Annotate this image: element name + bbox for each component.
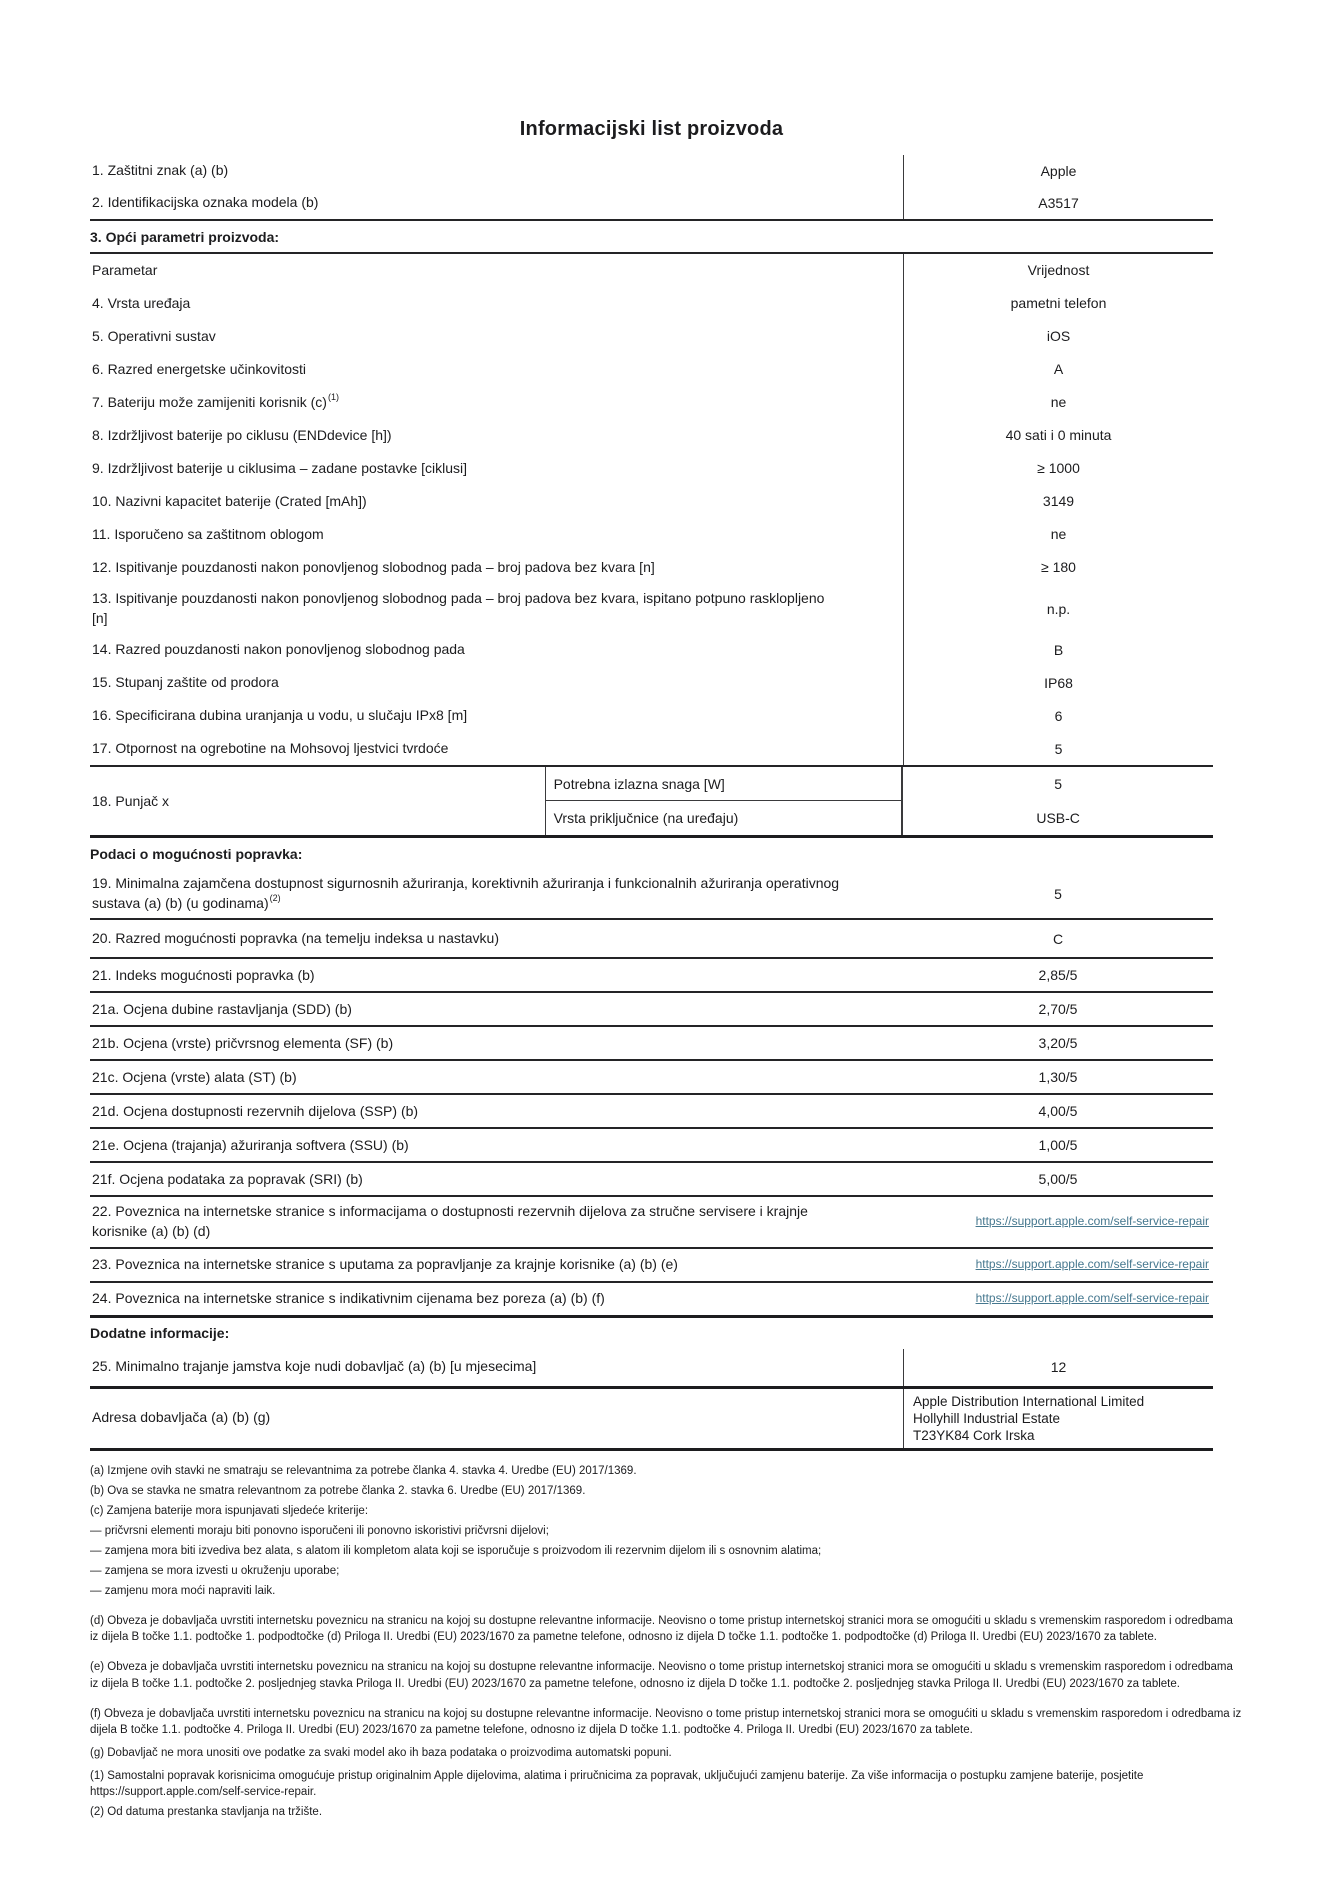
- footnote: (b) Ova se stavka ne smatra relevantnom za potrebe članka 2. stavka 6. Uredbe (EU) 2017/1369.: [90, 1484, 586, 1497]
- page-title: Informacijski list proizvoda: [519, 118, 784, 140]
- charger-row: [90, 767, 1213, 835]
- charger-values: 5 USB-C: [902, 767, 1213, 835]
- footnote: — pričvrsni elementi moraju biti ponovno isporučeni ili ponovno iskoristivi pričvrsni dijelovi;: [90, 1524, 549, 1537]
- param-row-battery-replaceable: 7. Bateriju može zamijeniti korisnik $(c)^{(1)}$ ne: [90, 386, 1213, 419]
- footnote: (g) Dobavljač ne mora unositi ove podatke za svaki model ako ih baza podataka o proizvodima automatski popuni.: [90, 1746, 672, 1759]
- param-row-drop-test: 12. Ispitivanje pouzdanosti nakon ponovljenog slobodnog pada – broj padova bez kvara [n] ≥ 180: [90, 551, 1213, 584]
- link-row-repair-instructions: 23. Poveznica na internetske stranice s uputama za popravljanje za krajnje korisnike (a) (b) (e) https://support.apple.com/self-service-repair: [92, 1255, 1209, 1272]
- param-row-immersion-depth: 16. Specificirana dubina uranjanja u vodu, u slučaju IPx8 [m] 6: [90, 699, 1213, 732]
- row-label: 18. Punjač x: [92, 793, 170, 810]
- footnote: (c) Zamjena baterije mora ispunjavati sljedeće kriterije:: [90, 1504, 369, 1517]
- link-row-spare-parts: 22. Poveznica na internetske stranice s informacijama o dostupnosti rezervnih dijelova za stručne servisere i krajnje korisnike (a) (b) (d) https://support.apple.com/self-service-repair: [92, 1203, 1209, 1239]
- param-row-battery-cycles: 9. Izdržljivost baterije u ciklusima – zadane postavke [ciklusi] ≥ 1000: [90, 452, 1213, 485]
- footnote: — zamjena se mora izvesti u okruženju uporabe;: [90, 1565, 340, 1578]
- repair-row-sri: 21f. Ocjena podataka za popravak (SRI) (b) 5,00/5: [92, 1170, 1078, 1188]
- param-row-ingress-protection: 15. Stupanj zaštite od prodora IP68: [90, 666, 1213, 699]
- param-row-battery-capacity: 10. Nazivni kapacitet baterije (Crated [mAh]) 3149: [90, 485, 1213, 518]
- repair-row-sf: 21b. Ocjena (vrste) pričvrsnog elementa (SF) (b) 3,20/5: [92, 1034, 1078, 1052]
- row-model-id: [90, 187, 1213, 219]
- footnote: (1) Samostalni popravak korisnicima omogućuje pristup originalnim Apple dijelovima, alatima i priručnicima za popravak, uključujući zamjenu baterije. Za više informacija o postupku zamjene baterije, posjetite https://support.apple.com/self-service-repair.: [90, 1769, 1144, 1798]
- row-trademark: [90, 155, 1213, 187]
- param-row-protective-cover: 11. Isporučeno sa zaštitnom oblogom ne: [90, 518, 1213, 551]
- repair-row-st: 21c. Ocjena (vrste) alata (ST) (b) 1,30/5: [92, 1068, 1078, 1086]
- link-row-prices: 24. Poveznica na internetske stranice s indikativnim cijenama bez poreza (a) (b) (f) https://support.apple.com/self-service-repair: [92, 1289, 1209, 1306]
- footnote: (f) Obveza je dobavljača uvrstiti internetsku poveznicu na stranicu na kojoj su dostupne relevantne informacije. Neovisno o tome pristup internetskoj stranici mora se omogućiti u skladu s vremenskim rasporedom i odredbama iz dijela B točke 1.1. podtočke 4. Priloga II. Uredbi (EU) 2023/1670 za pametne telefone, odnosno iz dijela D točke 1.1. podtočke 4. Priloga II. Uredbi (EU) 2023/1670 za tablete.: [90, 1707, 1242, 1736]
- row-label: 1. Zaštitni znak (a) (b): [92, 162, 229, 179]
- support-link[interactable]: https://support.apple.com/self-service-repair: [975, 1256, 1209, 1271]
- section-heading-general: 3. Opći parametri proizvoda:: [90, 228, 280, 245]
- repair-row-index: 21. Indeks mogućnosti popravka (b) 2,85/5: [92, 966, 1078, 984]
- footnote: — zamjenu mora moći napraviti laik.: [90, 1585, 276, 1598]
- param-row-scratch-resistance: 17. Otpornost na ogrebotine na Mohsovoj ljestvici tvrdoće 5: [90, 732, 1213, 765]
- warranty-row: 25. Minimalno trajanje jamstva koje nudi dobavljač (a) (b) [u mjesecima] 12: [90, 1349, 1213, 1386]
- row-value: Apple: [903, 155, 1213, 187]
- footnote: — zamjena mora biti izvediva bez alata, s alatom ili kompletom alata koji se isporučuje s proizvodom ili rezervnim dijelom ili s osnovnim alatima;: [90, 1544, 822, 1557]
- footnote: (a) Izmjene ovih stavki ne smatraju se relevantnima za potrebe članka 4. stavka 4. Uredbe (EU) 2017/1369.: [90, 1464, 637, 1477]
- repair-row-updates: 19. Minimalna zajamčena dostupnost sigurnosnih ažuriranja, korektivnih ažuriranja i funkcionalnih ažuriranja operativnog sustava (a) (b) (u godinama)$^{(2)}$ 5: [92, 875, 1062, 911]
- supplier-address: Apple Distribution International Limited Hollyhill Industrial Estate T23YK84 Cork Irska: [903, 1389, 1213, 1448]
- section-heading-additional: Dodatne informacije:: [90, 1325, 230, 1342]
- param-row-device-type: 4. Vrsta uređaja pametni telefon: [90, 287, 1213, 320]
- charger-subtable: Potrebna izlazna snaga [W] Vrsta priključnice (na uređaju): [545, 767, 903, 835]
- param-row-energy-class: 6. Razred energetske učinkovitosti A: [90, 353, 1213, 386]
- footnote: (2) Od datuma prestanka stavljanja na tržište.: [90, 1806, 323, 1819]
- param-row-drop-test-unfolded: 13. Ispitivanje pouzdanosti nakon ponovljenog slobodnog pada – broj padova bez kvara, ispitano potpuno rasklopljeno [n] n.p.: [90, 584, 1213, 633]
- param-header-row: [90, 254, 1213, 287]
- row-value: A3517: [903, 187, 1213, 219]
- footnote: (d) Obveza je dobavljača uvrstiti internetsku poveznicu na stranicu na kojoj su dostupne relevantne informacije. Neovisno o tome pristup internetskoj stranici mora se omogućiti u skladu s vremenskim rasporedom i odredbama iz dijela B točke 1.1. podtočke 1. podpodtočke (d) Priloga II. Uredbi (EU) 2023/1670 za pametne telefone, odnosno iz dijela D točke 1.1. podtočke 1. podpodtočke (d) Priloga II. Uredbi (EU) 2023/1670 za tablete.: [90, 1615, 1233, 1644]
- footnotes: [90, 1451, 1243, 1821]
- repair-row-sdd: 21a. Ocjena dubine rastavljanja (SDD) (b) 2,70/5: [92, 1000, 1078, 1018]
- column-header-value: Vrijednost: [903, 254, 1213, 287]
- repair-row-class: 20. Razred mogućnosti popravka (na temelju indeksa u nastavku) C: [92, 930, 1064, 947]
- repair-row-ssu: 21e. Ocjena (trajanja) ažuriranja softvera (SSU) (b) 1,00/5: [92, 1136, 1078, 1154]
- support-link[interactable]: https://support.apple.com/self-service-repair: [975, 1290, 1209, 1305]
- supplier-address-row: Adresa dobavljača (a) (b) (g) Apple Distribution International Limited Hollyhill Industrial Estate T23YK84 Cork Irska: [90, 1389, 1213, 1448]
- repair-row-ssp: 21d. Ocjena dostupnosti rezervnih dijelova (SSP) (b) 4,00/5: [92, 1102, 1078, 1120]
- param-row-os: 5. Operativni sustav iOS: [90, 320, 1213, 353]
- param-row-battery-endurance: 8. Izdržljivost baterije po ciklusu (ENDdevice [h]) 40 sati i 0 minuta: [90, 419, 1213, 452]
- column-header-parameter: Parametar: [92, 261, 158, 278]
- support-link[interactable]: https://support.apple.com/self-service-repair: [975, 1214, 1209, 1229]
- footnote: (e) Obveza je dobavljača uvrstiti internetsku poveznicu na stranicu na kojoj su dostupne relevantne informacije. Neovisno o tome pristup internetskoj stranici mora se omogućiti u skladu s vremenskim rasporedom i odredbama iz dijela B točke 1.1. podtočke 2. posljednjeg stavka Priloga II. Uredbi (EU) 2023/1670 za pametne telefone, odnosno iz dijela D točke 1.1. podtočke 2. posljednjeg stavka Priloga II. Uredbi (EU) 2023/1670 za tablete.: [90, 1661, 1233, 1690]
- section-heading-repair: Podaci o mogućnosti popravka:: [90, 845, 303, 862]
- row-label: 2. Identifikacijska oznaka modela (b): [92, 194, 319, 211]
- param-row-reliability-class: 14. Razred pouzdanosti nakon ponovljenog slobodnog pada B: [90, 633, 1213, 666]
